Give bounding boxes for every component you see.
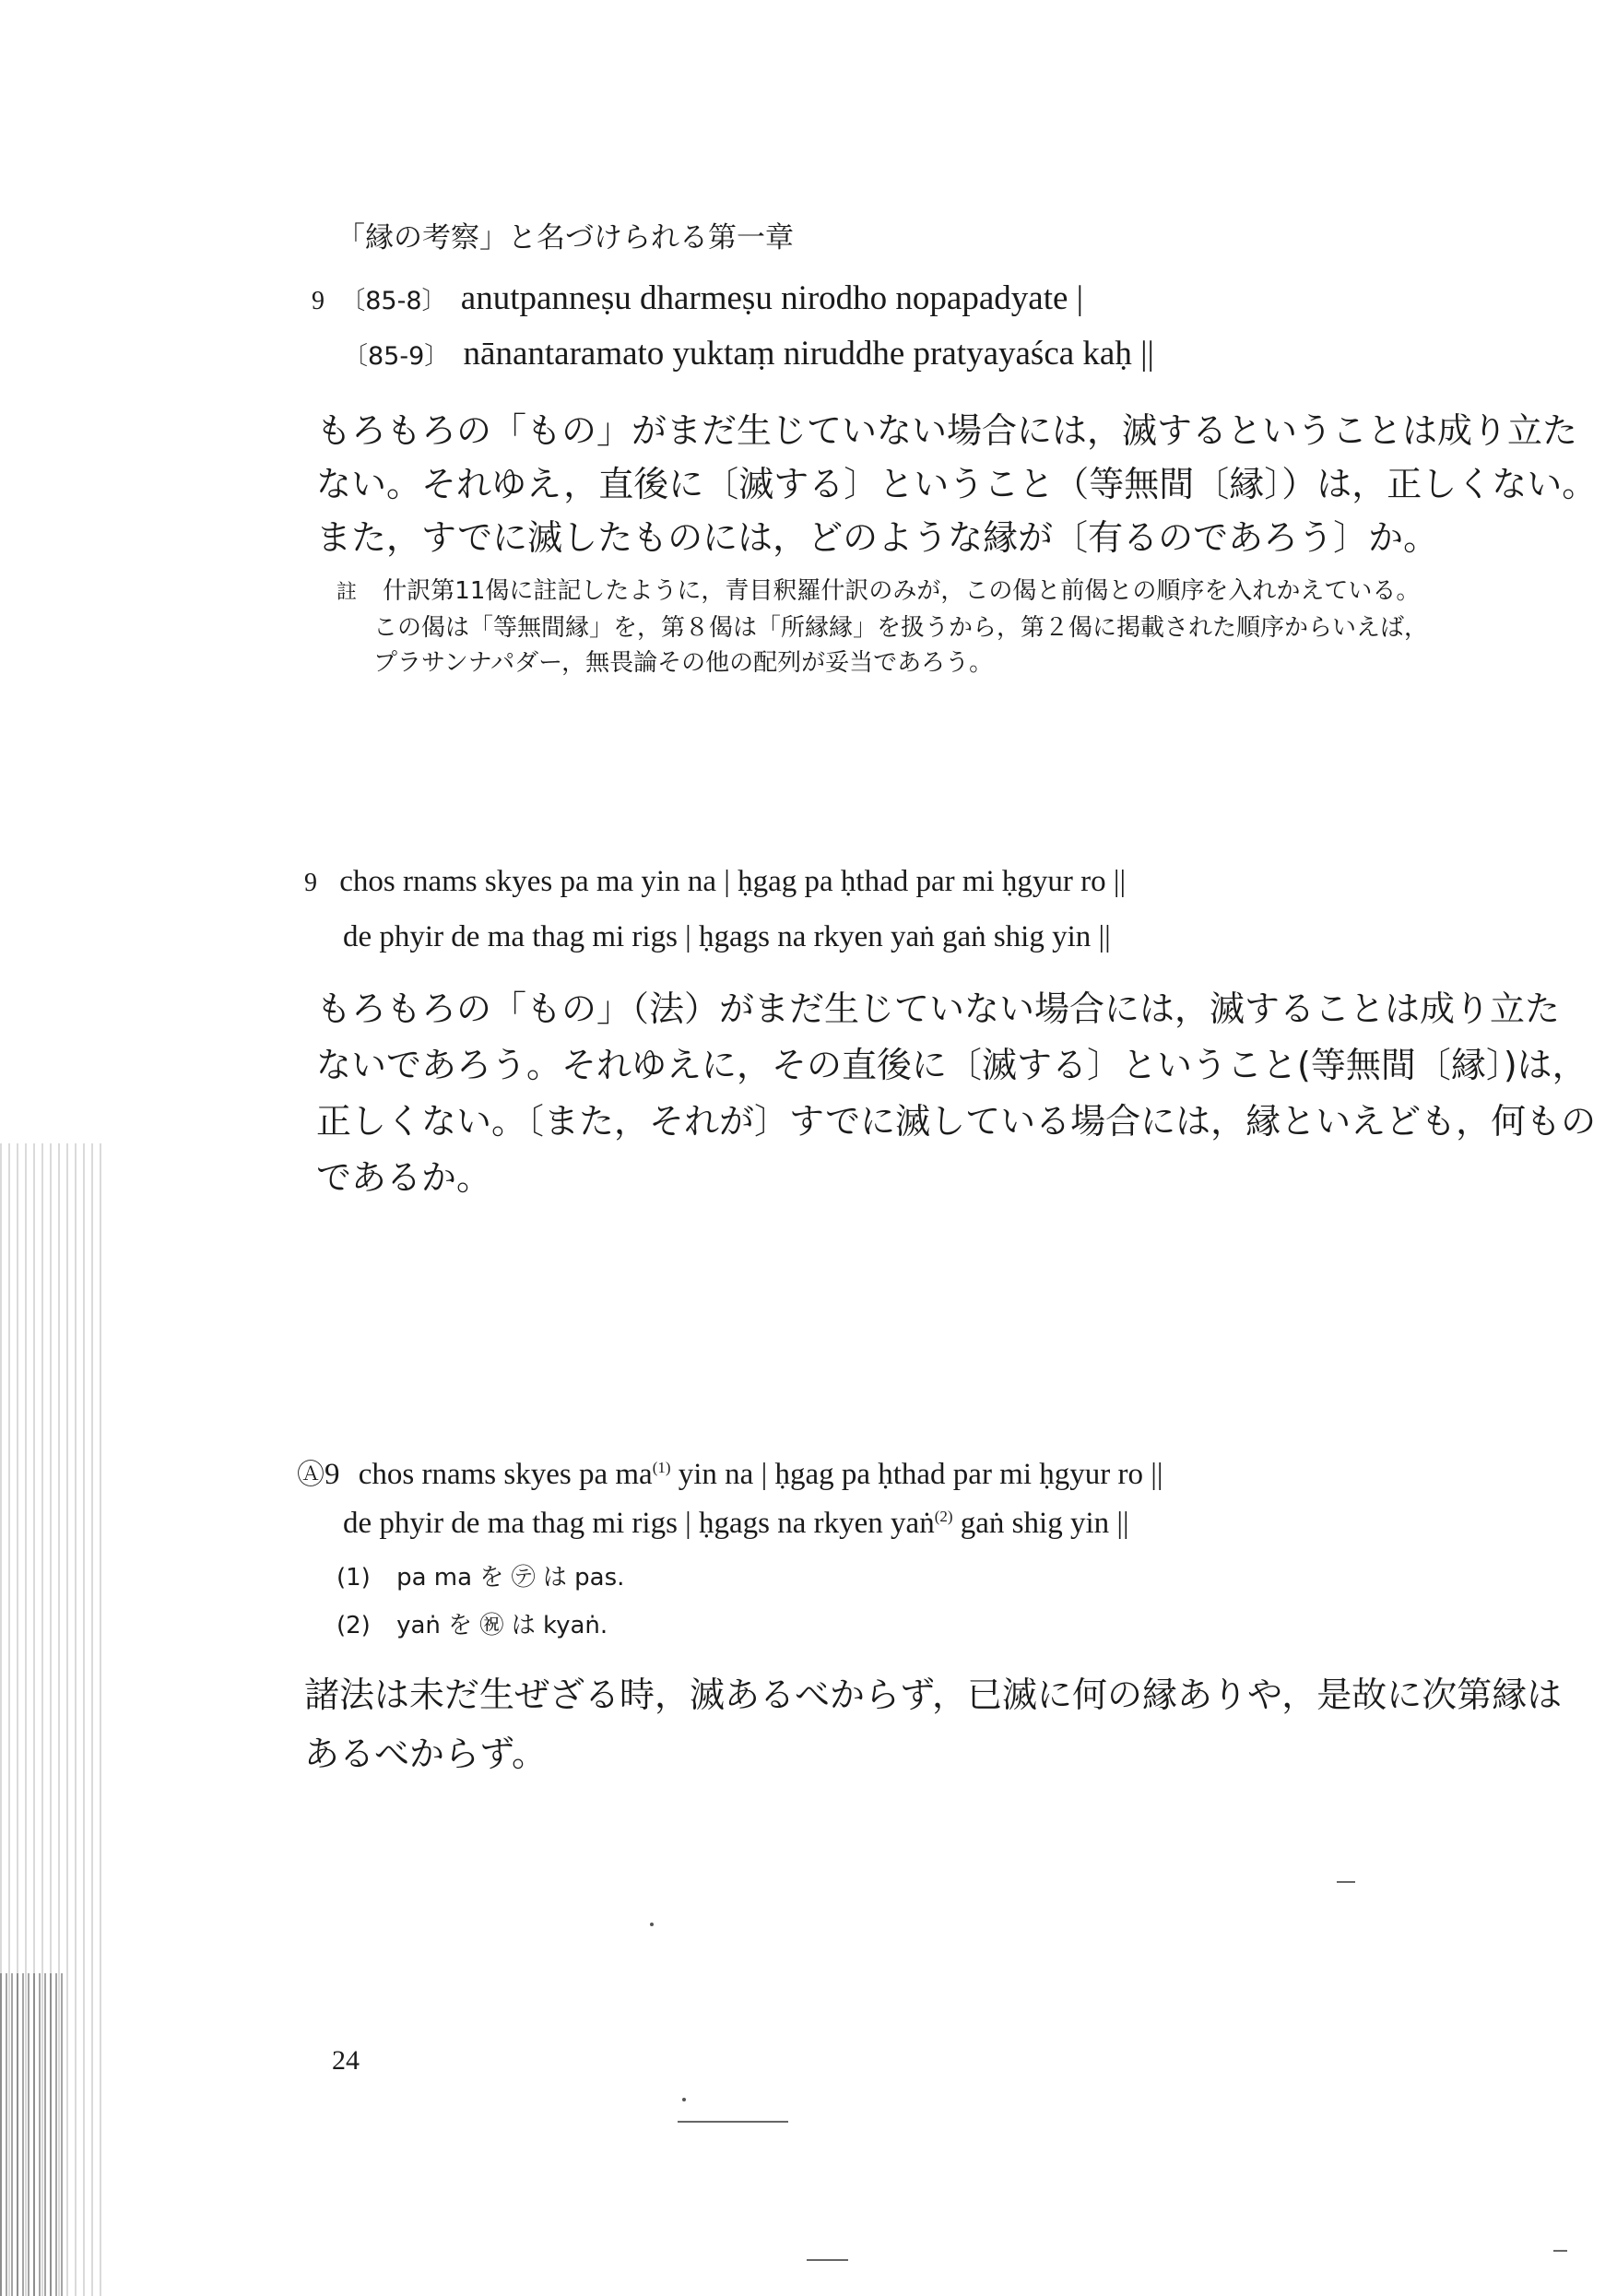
note-mark: 註 (336, 581, 358, 604)
sanskrit-verse-line-2 (343, 334, 1154, 373)
verse-number: 9 (304, 869, 317, 897)
tibetan-verse-line-2: de phyir de ma thag mi rigs | ḥgags na rkyen yaṅ gaṅ shig yin || (343, 920, 1111, 953)
translation-line: 正しくない。〔また，それが〕すでに滅している場合には，縁といえども，何もの (316, 1101, 1597, 1142)
tibetan-verse-line-1 (304, 865, 1126, 899)
translation-line: ない。それゆえ，直後に〔滅する〕ということ（等無間〔縁〕）は，正しくない。 (316, 464, 1598, 504)
translation-line: であるか。 (316, 1157, 492, 1198)
variant-verse-line-1 (297, 1451, 1163, 1492)
page-number: 24 (332, 2045, 360, 2076)
scan-speck (807, 2259, 848, 2261)
translation-line: ないであろう。それゆえに，その直後に〔滅する〕ということ(等無間〔縁〕)は， (316, 1045, 1587, 1085)
verse-text: yin na | ḥgag pa ḥthad par mi ḥgyur ro || (670, 1458, 1163, 1491)
sanskrit-verse-line-1 (312, 278, 1083, 318)
note-line: 什訳第11偈に註記したように，青目釈羅什訳のみが，この偈と前偈との順序を入れかえている。 (383, 577, 1421, 605)
chinese-translation (304, 1665, 1563, 1783)
translation-line: 諸法は未だ生ぜざる時，滅あるべからず，已滅に何の縁ありや，是故に次第縁は (304, 1675, 1563, 1715)
translation-line: もろもろの「もの」（法）がまだ生じていない場合には，滅することは成り立た (316, 988, 1561, 1029)
note-line: この偈は「等無間縁」を，第８偈は「所縁縁」を扱うから，第２偈に掲載された順序からいえば， (373, 614, 1429, 642)
footnote-number: (1) (336, 1564, 371, 1592)
translation-line: また，すでに滅したものには，どのような縁が〔有るのであろう〕か。 (316, 517, 1439, 558)
sanskrit-translation (316, 404, 1598, 564)
verse-text: chos rnams skyes pa ma yin na | ḥgag pa ḥthad par mi ḥgyur ro || (339, 865, 1127, 898)
verse-text: gaṅ shig yin || (952, 1507, 1129, 1540)
scan-speck (650, 1923, 654, 1926)
translation-line: もろもろの「もの」がまだ生じていない場合には，滅するということは成り立た (316, 410, 1578, 451)
chapter-header: 「縁の考察」と名づけられる第一章 (336, 221, 794, 254)
verse-text: de phyir de ma thag mi rigs | ḥgags na rkyen yaṅ (343, 1507, 935, 1540)
footnote-ref: (1) (652, 1459, 671, 1476)
verse-number: 9 (325, 1458, 340, 1491)
footnote-number: (2) (336, 1612, 371, 1639)
verse-text: chos rnams skyes pa ma (358, 1458, 653, 1491)
footnote (336, 1606, 608, 1640)
scan-speck (1337, 1881, 1355, 1883)
verse-text: anutpanneṣu dharmeṣu nirodho nopapadyate | (460, 279, 1084, 317)
tibetan-translation (316, 981, 1597, 1206)
note-block (336, 574, 1428, 681)
scan-speck (1553, 2250, 1567, 2252)
footnote-ref: (2) (934, 1508, 953, 1525)
scan-speck (678, 2121, 788, 2123)
footnote-text: yaṅ を ㊗ は kyaṅ. (396, 1612, 608, 1639)
verse-reference: 〔85-8〕 (340, 287, 447, 315)
edition-mark: Ⓐ (297, 1459, 325, 1491)
note-line: プラサンナパダー，無畏論その他の配列が妥当であろう。 (373, 649, 994, 677)
verse-text: nānantaramato yuktaṃ niruddhe pratyayaśca kaḥ || (463, 335, 1154, 373)
footnote-text: pa ma を ㋢ は pas. (396, 1564, 625, 1592)
translation-line: あるべからず。 (304, 1734, 547, 1774)
footnote (336, 1558, 624, 1592)
scan-speck (682, 2098, 686, 2101)
scan-artifact (0, 1973, 65, 2296)
verse-reference: 〔85-9〕 (343, 342, 450, 371)
variant-verse-line-2 (343, 1507, 1129, 1541)
verse-number: 9 (312, 287, 325, 315)
